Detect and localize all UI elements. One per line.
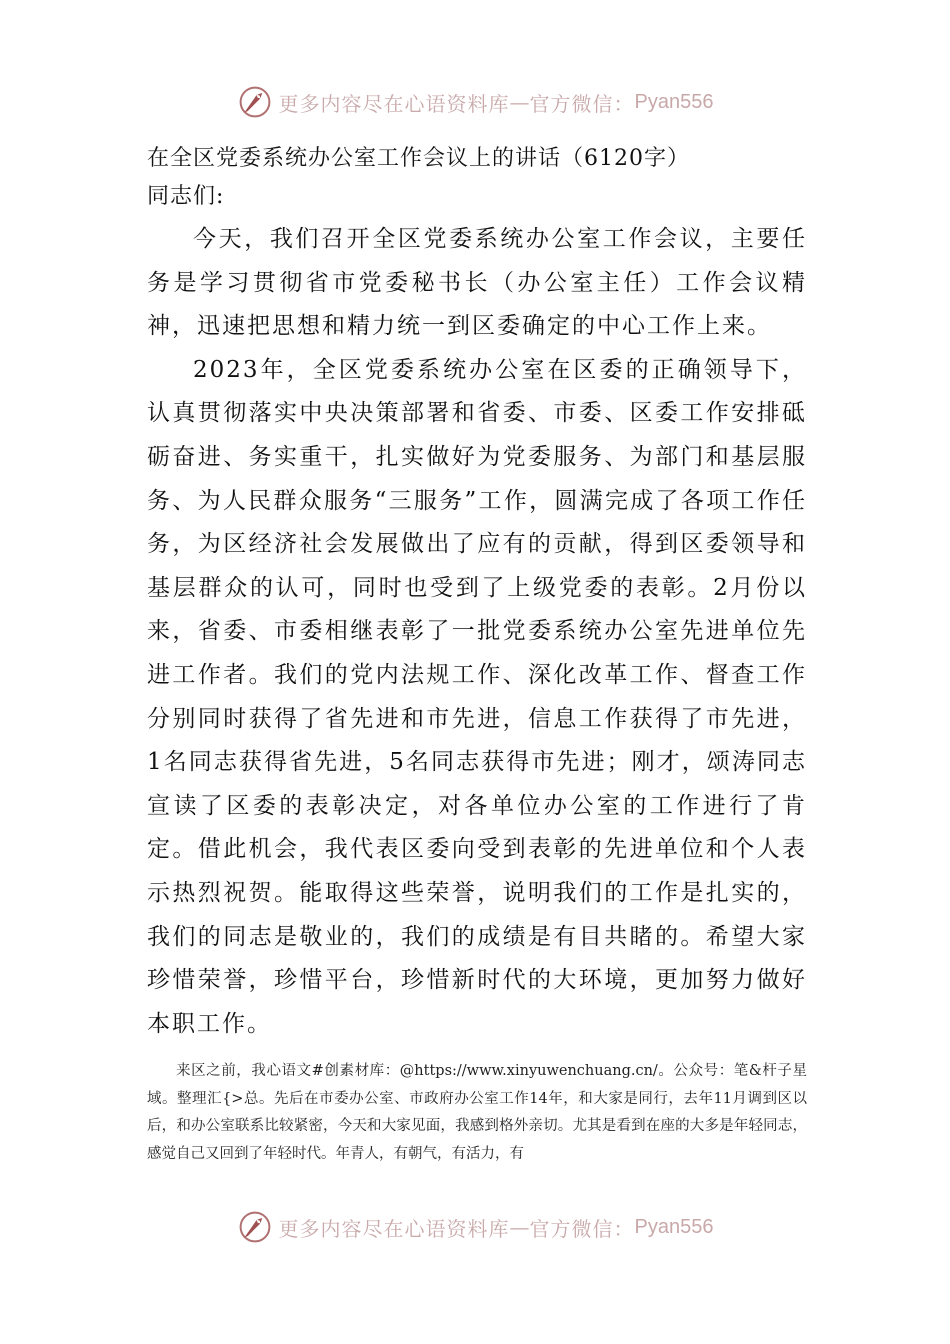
banner-handle: Pyan556 — [634, 1215, 714, 1238]
pen-nib-logo-icon — [237, 1209, 273, 1245]
paragraph: 今天，我们召开全区党委系统办公室工作会议，主要任务是学习贯彻省市党委秘书长（办公室主任）工作会议精神，迅速把思想和精力统一到区委确定的中心工作上来。 — [147, 226, 807, 340]
banner-label: 官方微信： — [529, 1216, 635, 1241]
document-body — [147, 140, 807, 1046]
greeting: 同志们: — [147, 184, 225, 209]
banner-text: 更多内容尽在心语资料库 — [278, 91, 510, 116]
banner-separator: — — [509, 90, 530, 114]
document-title: 在全区党委系统办公室工作会议上的讲话（6120字） — [147, 146, 690, 171]
banner-label: 官方微信： — [529, 91, 635, 116]
banner-text: 更多内容尽在心语资料库 — [278, 1216, 510, 1241]
header-watermark-banner — [0, 82, 950, 122]
banner-separator: — — [509, 1215, 530, 1239]
paragraph: 2023年，全区党委系统办公室在区委的正确领导下，认真贯彻落实中央决策部署和省委、市委、区委工作安排砥砺奋进、务实重干，扎实做好为党委服务、为部门和基层服务、为人民群众服务“三服务”工作，圆满完成了各项工作任务，为区经济社会发展做出了应有的贡献，得到区委领导和基层群众的认可，同时也受到了上级党委的表彰。2月份以来，省委、市委相继表彰了一批党委系统办公室先进单位先进工作者。我们的党内法规工作、深化改革工作、督查工作分别同时获得了省先进和市先进，信息工作获得了市先进，1名同志获得省先进，5名同志获得市先进；刚才，颂涛同志宣读了区委的表彰决定，对各单位办公室的工作进行了肯定。借此机会，我代表区委向受到表彰的先进单位和个人表示热烈祝贺。能取得这些荣誉，说明我们的工作是扎实的，我们的同志是敬业的，我们的成绩是有目共睹的。希望大家珍惜荣誉，珍惜平台，珍惜新时代的大环境，更加努力做好本职工作。 — [147, 356, 807, 1037]
footer-watermark-banner — [0, 1207, 950, 1247]
small-paragraph: 来区之前，我心语文#创素材库：@https://www.xinyuwenchuang.cn/。公众号：笔&杆子星域。整理汇{>总。先后在市委办公室、市政府办公室工作14年，和大家是同行，去年11月调到区以后，和办公室联系比较紧密，今天和大家见面，我感到格外亲切。尤其是看到在座的大多是年轻同志，感觉自己又回到了年轻时代。年青人，有朝气，有活力，有 — [147, 1063, 807, 1162]
banner-handle: Pyan556 — [634, 90, 714, 113]
pen-nib-logo-icon — [237, 84, 273, 120]
